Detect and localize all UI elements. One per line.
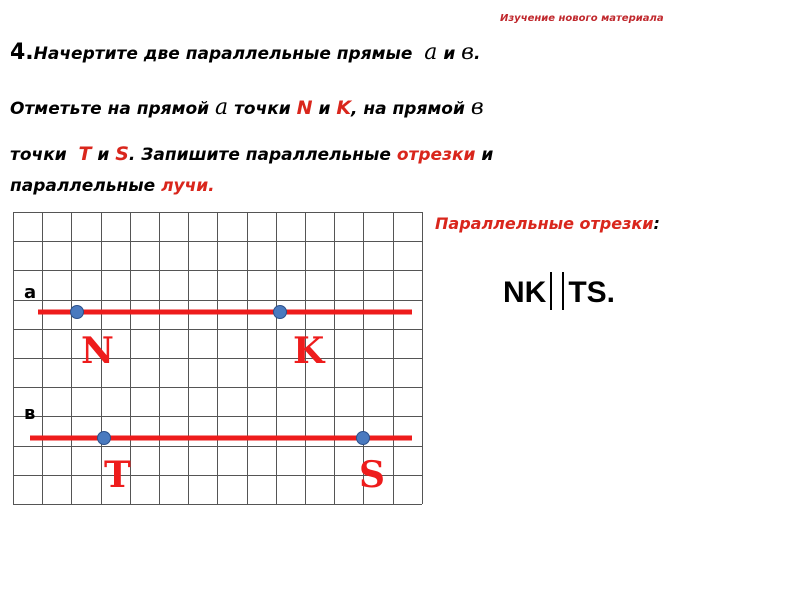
segment-ts: TS. [568, 276, 616, 309]
task-line-1-text: Начертите две параллельные прямые [33, 44, 413, 64]
label-k: K [293, 330, 325, 372]
task-number: 4. [10, 40, 34, 65]
segment-nk: NK [503, 276, 547, 309]
point-n-dot [71, 306, 84, 319]
answer-formula [503, 272, 615, 310]
grid-label-a: а [24, 282, 37, 303]
line-a-name: a [424, 40, 438, 65]
point-s-dot [357, 432, 370, 445]
heading-colon: : [653, 214, 660, 233]
line-b-name: в [461, 40, 474, 65]
heading-text: Параллельные отрезки [435, 214, 654, 233]
label-s: S [359, 454, 385, 496]
point-k-text: K [336, 97, 352, 119]
and-word: и [443, 44, 456, 64]
task-points-word: точки [234, 99, 291, 119]
label-t: T [104, 454, 131, 496]
point-s-text: S [115, 143, 129, 165]
header-note: Изучение нового материала [500, 13, 664, 24]
point-t-dot [98, 432, 111, 445]
and-word-4: и [481, 145, 494, 165]
task-points-word-2: точки [10, 145, 67, 165]
segments-word: отрезки [396, 145, 476, 165]
point-k-dot [274, 306, 287, 319]
point-t-text: T [78, 143, 92, 165]
dot: . [473, 44, 481, 64]
task-on-line: , на прямой [351, 99, 465, 119]
line-a-name-2: a [215, 95, 229, 120]
and-word-2: и [318, 99, 331, 119]
grid-label-b: в [24, 403, 36, 424]
rays-word: лучи. [161, 176, 215, 196]
parallel-segments-heading [435, 214, 660, 233]
task-line-4-text: параллельные [10, 176, 156, 196]
parallel-sign-icon [550, 272, 564, 310]
and-word-3: и [97, 145, 110, 165]
line-b-name-2: в [470, 95, 484, 120]
task-line-2-text: Отметьте на прямой [10, 99, 210, 119]
point-n-text: N [296, 97, 313, 119]
label-n: N [81, 330, 114, 372]
task-line-3-text: . Запишите параллельные [128, 145, 391, 165]
